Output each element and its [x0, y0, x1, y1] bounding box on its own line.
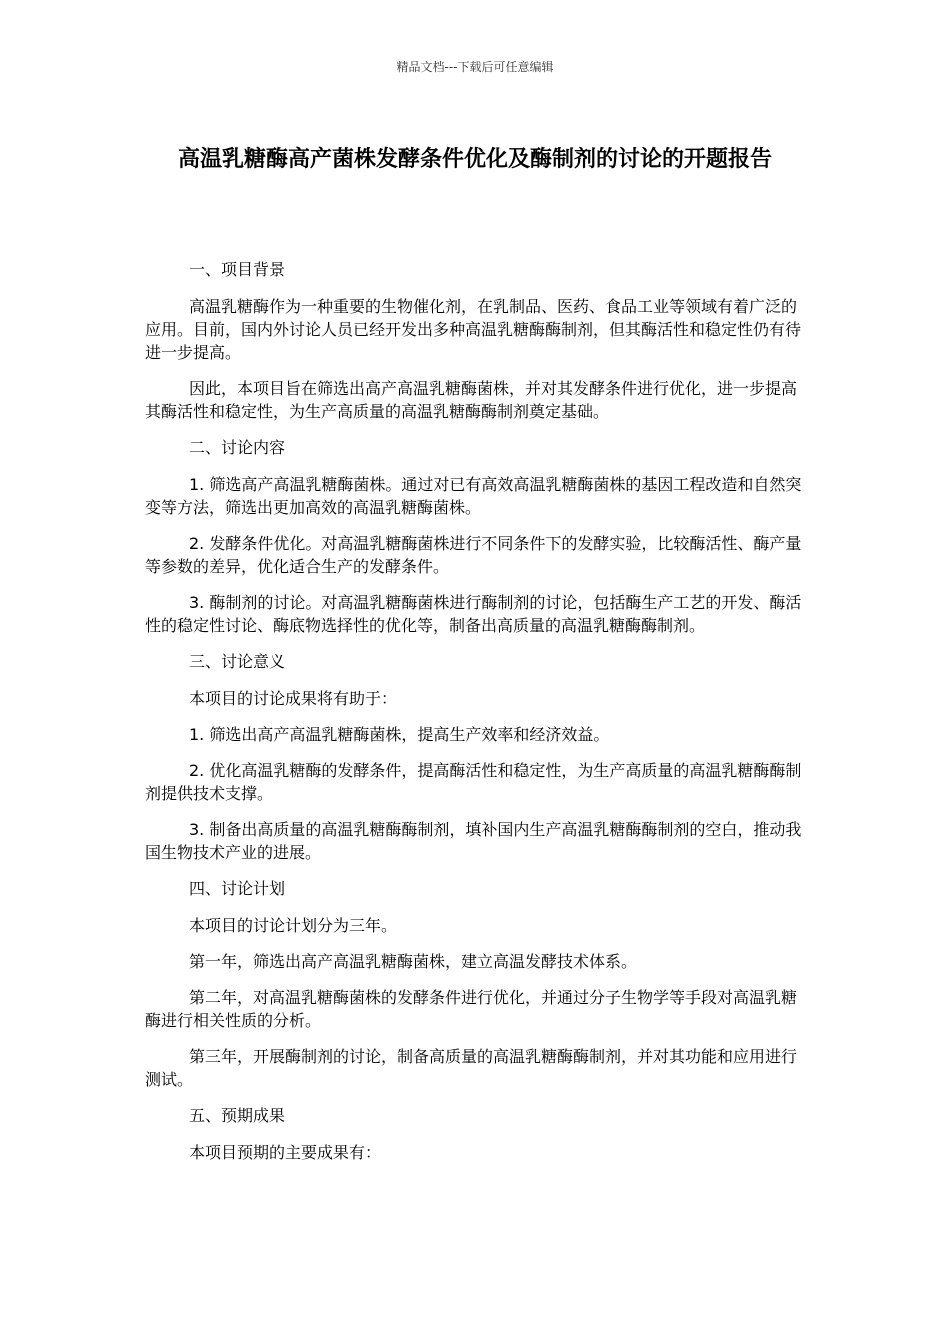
page-header: 精品文档---下载后可任意编辑 — [396, 60, 554, 74]
document-title: 高温乳糖酶高产菌株发酵条件优化及酶制剂的讨论的开题报告 — [177, 147, 772, 172]
section-heading-background: 一、项目背景 — [189, 260, 286, 279]
paragraph: 1. 筛选高产高温乳糖酶菌株。通过对已有高效高温乳糖酶菌株的基因工程改造和自然突变等方法，筛选出更加高效的高温乳糖酶菌株。 — [145, 475, 802, 517]
paragraph: 3. 酶制剂的讨论。对高温乳糖酶菌株进行酶制剂的讨论，包括酶生产工艺的开发、酶活性的稳定性讨论、酶底物选择性的优化等，制备出高质量的高温乳糖酶酶制剂。 — [145, 593, 802, 635]
document-body — [145, 258, 805, 1177]
paragraph: 1. 筛选出高产高温乳糖酶菌株，提高生产效率和经济效益。 — [189, 725, 610, 744]
paragraph: 本项目的讨论计划分为三年。 — [189, 916, 398, 935]
section-heading-outcomes: 五、预期成果 — [189, 1106, 286, 1125]
paragraph: 第一年，筛选出高产高温乳糖酶菌株，建立高温发酵技术体系。 — [189, 952, 638, 971]
paragraph: 本项目预期的主要成果有： — [189, 1143, 382, 1162]
section-heading-significance: 三、讨论意义 — [189, 652, 286, 671]
paragraph: 第三年，开展酶制剂的讨论，制备高质量的高温乳糖酶酶制剂，并对其功能和应用进行测试。 — [145, 1047, 798, 1089]
paragraph: 高温乳糖酶作为一种重要的生物催化剂，在乳制品、医药、食品工业等领域有着广泛的应用。目前，国内外讨论人员已经开发出多种高温乳糖酶酶制剂，但其酶活性和稳定性仍有待进一步提高。 — [145, 297, 802, 362]
paragraph: 因此，本项目旨在筛选出高产高温乳糖酶菌株，并对其发酵条件进行优化，进一步提高其酶活性和稳定性，为生产高质量的高温乳糖酶酶制剂奠定基础。 — [145, 379, 798, 421]
paragraph: 第二年，对高温乳糖酶菌株的发酵条件进行优化，并通过分子生物学等手段对高温乳糖酶进行相关性质的分析。 — [145, 988, 798, 1030]
section-heading-content: 二、讨论内容 — [189, 438, 286, 457]
paragraph: 3. 制备出高质量的高温乳糖酶酶制剂，填补国内生产高温乳糖酶酶制剂的空白，推动我国生物技术产业的进展。 — [145, 820, 802, 862]
section-heading-plan: 四、讨论计划 — [189, 879, 286, 898]
paragraph: 本项目的讨论成果将有助于： — [189, 689, 398, 708]
paragraph: 2. 优化高温乳糖酶的发酵条件，提高酶活性和稳定性，为生产高质量的高温乳糖酶酶制剂提供技术支撑。 — [145, 761, 802, 803]
paragraph: 2. 发酵条件优化。对高温乳糖酶菌株进行不同条件下的发酵实验，比较酶活性、酶产量等参数的差异，优化适合生产的发酵条件。 — [145, 534, 802, 576]
